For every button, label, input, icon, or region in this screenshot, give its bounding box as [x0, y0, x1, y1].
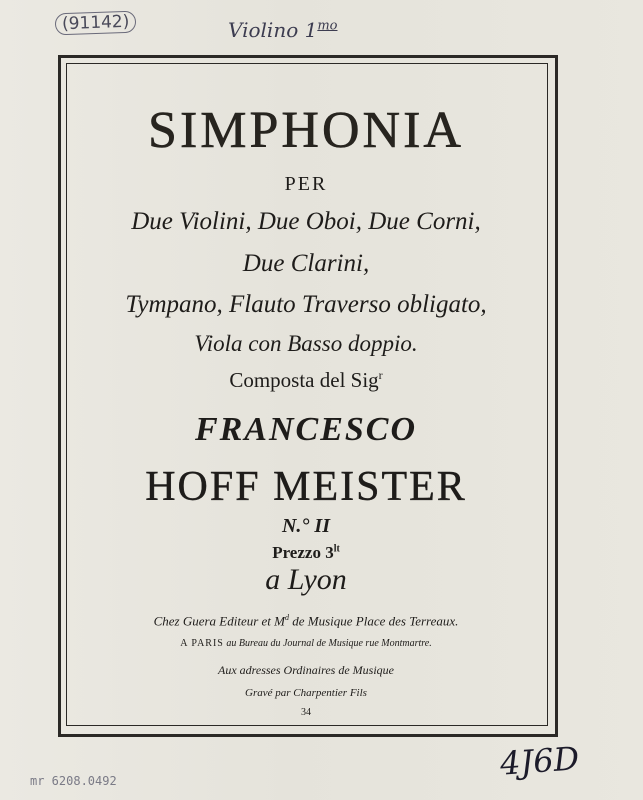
instrumentation-line-3: Tympano, Flauto Traverso obligato, [125, 291, 487, 318]
price [66, 543, 546, 563]
shelfmark: 4J6D [498, 739, 581, 783]
publisher-sup: d [284, 613, 289, 622]
paris-line [66, 638, 546, 649]
composer-last-name: HOFF MEISTER [145, 464, 467, 510]
composed-by [66, 368, 546, 393]
publisher-line [66, 613, 546, 629]
work-title: SIMPHONIA [148, 102, 464, 159]
opus-number: N.° II [281, 515, 330, 537]
engraver-line: Gravé par Charpentier Fils [245, 687, 367, 699]
part-label [228, 18, 338, 42]
catalog-mark: (91142) [55, 11, 137, 36]
title-block [66, 63, 546, 724]
instrumentation-line-2: Due Clarini, [242, 250, 370, 277]
price-sup: lt [333, 543, 340, 555]
per-text: PER [284, 173, 328, 195]
composer-first-name: FRANCESCO [194, 411, 418, 448]
part-prefix: 1 [304, 18, 318, 42]
part-ordinal: mo [317, 18, 338, 34]
paris-rest: au Bureau du Journal de Musique rue Montmartre. [223, 638, 432, 649]
publication-city: a Lyon [265, 563, 347, 596]
library-stamp: mr 6208.0492 [30, 774, 117, 788]
instrumentation-line-4: Viola con Basso doppio. [194, 331, 418, 356]
publisher-text: Chez Guera Editeur et M [153, 613, 285, 629]
plate-number: 34 [301, 707, 311, 718]
publisher-rest: de Musique Place des Terreaux. [288, 613, 459, 629]
instrumentation-line-1: Due Violini, Due Oboi, Due Corni, [131, 208, 481, 235]
part-name: Violino [228, 18, 299, 42]
price-text: Prezzo 3 [272, 543, 334, 562]
composed-by-text: Composta del Sig [229, 368, 379, 392]
addresses-line: Aux adresses Ordinaires de Musique [218, 663, 394, 677]
paris-prefix: A PARIS [180, 638, 224, 649]
composed-by-sup: r [378, 368, 383, 382]
